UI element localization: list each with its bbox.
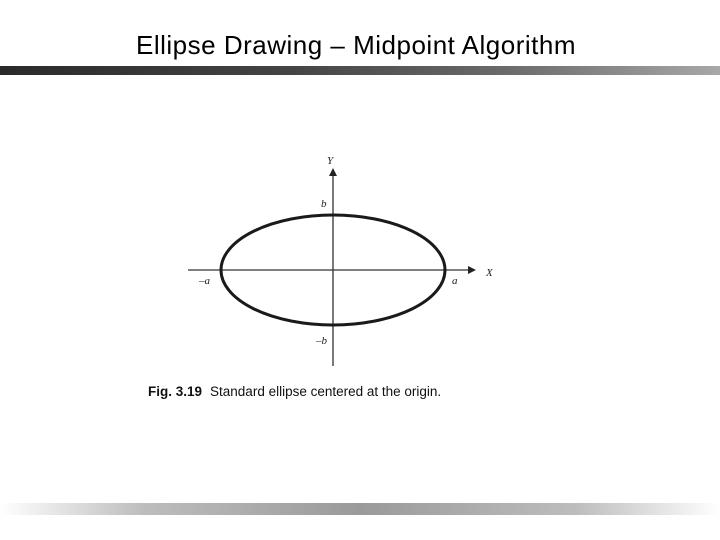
footer-divider-bar	[0, 503, 720, 515]
y-axis-label: Y	[327, 155, 334, 167]
x-axis-label: X	[486, 267, 493, 279]
b-label: b	[321, 198, 327, 210]
figure-caption	[148, 384, 441, 399]
figure-caption-number: Fig. 3.19	[148, 384, 203, 399]
neg-b-label: –b	[316, 335, 327, 347]
figure-caption-text: Standard ellipse centered at the origin.	[210, 384, 442, 399]
a-label: a	[452, 275, 458, 287]
slide-title: Ellipse Drawing – Midpoint Algorithm	[136, 30, 576, 60]
neg-a-label: –a	[199, 275, 210, 287]
